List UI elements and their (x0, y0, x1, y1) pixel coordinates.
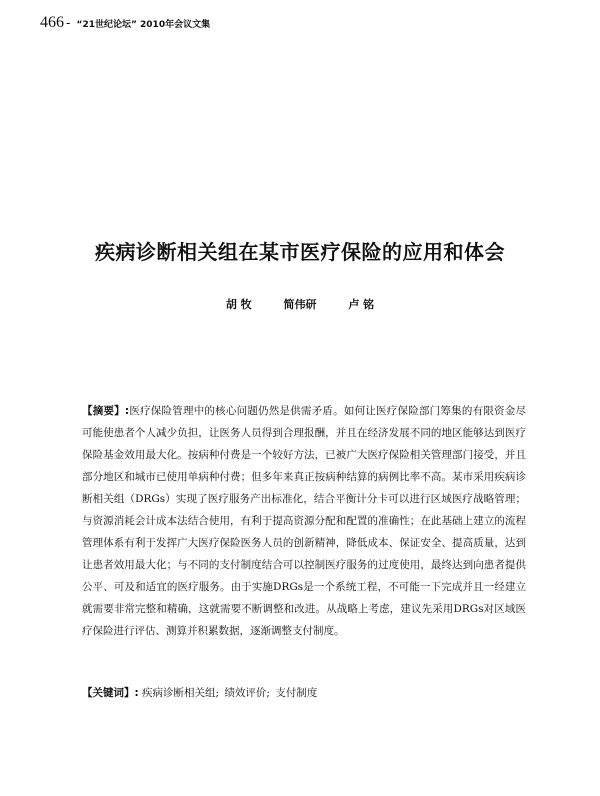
page-number: 466 (40, 14, 64, 31)
running-header (40, 14, 210, 32)
abstract-text: 医疗保险管理中的核心问题仍然是供需矛盾。如何让医疗保险部门筹集的有限资金尽可能使患者个人减少负担，让医务人员得到合理报酬，并且在经济发展不同的地区能够达到医疗保险基金效用最大化。按病种付费是一个较好方法，已被广大医疗保险相关管理部门接受，并且部分地区和城市已使用单病种付费；但多年来真正按病种结算的病例比率不高。某市采用疾病诊断相关组（DRGs）实现了医疗服务产出标准化，结合平衡计分卡可以进行区域医疗战略管理；与资源消耗会计成本法结合使用，有利于提高资源分配和配置的准确性；在此基础上建立的流程管理体系有利于发挥广大医疗保险医务人员的创新精神，降低成本、保证安全、提高质量，达到让患者效用最大化；与不同的支付制度结合可以控制医疗服务的过度使用，最终达到向患者提供公平、可及和适宜的医疗服务。由于实施DRGs是一个系统工程，不可能一下完成并且一经建立就需要非常完整和精确，这就需要不断调整和改进。从战略上考虑，建议先采用DRGs对区域医疗保险进行评估、测算并积累数据，逐渐调整支付制度。 (82, 405, 526, 637)
paper-title: 疾病诊断相关组在某市医疗保险的应用和体会 (95, 240, 505, 264)
keyword-item: 疾病诊断相关组; (142, 687, 220, 699)
keyword-item: 支付制度 (275, 687, 318, 699)
header-separator: - (66, 16, 71, 31)
abstract (82, 400, 526, 642)
author-name: 简伟研 (283, 298, 317, 311)
journal-name: “21世纪论坛” 2010年会议文集 (76, 20, 211, 30)
abstract-label: 【摘要】: (82, 405, 130, 417)
author-name: 胡 牧 (225, 298, 252, 311)
keyword-item: 绩效评价; (224, 687, 270, 699)
author-list (0, 296, 600, 312)
keywords-label: 【关键词】: (82, 687, 139, 699)
keywords (82, 684, 526, 702)
author-name: 卢 铭 (348, 298, 375, 311)
